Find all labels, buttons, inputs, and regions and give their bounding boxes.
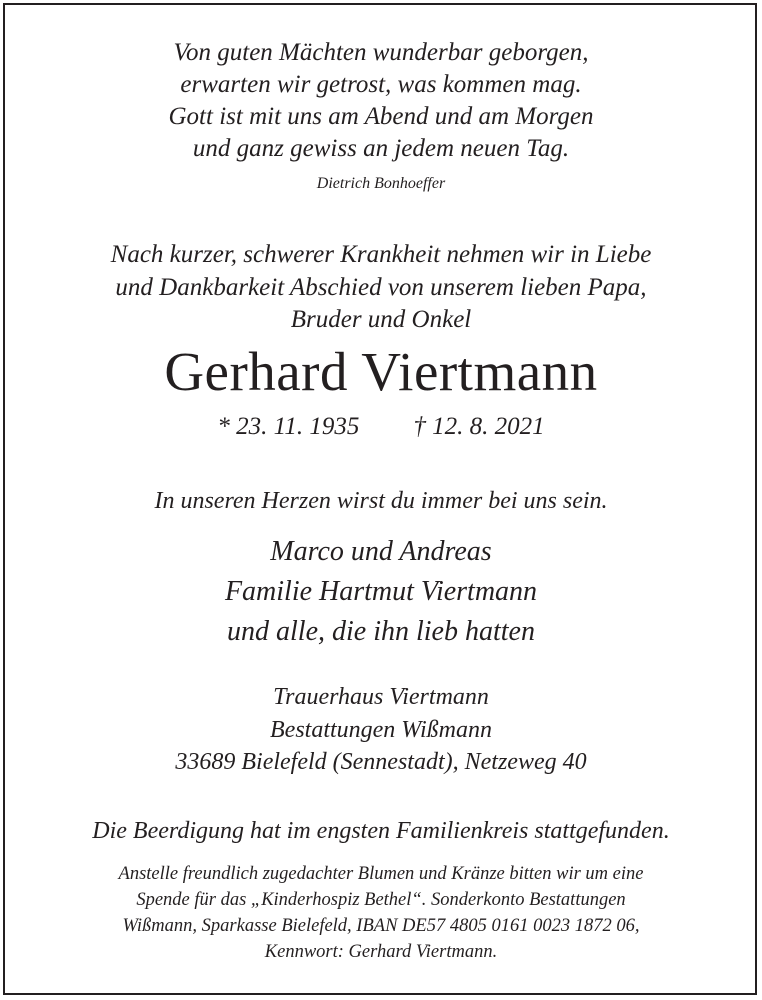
birth-date: * 23. 11. 1935 [217, 413, 360, 440]
donation-line-4: Kennwort: Gerhard Viertmann. [264, 942, 498, 962]
funeral-home-line-3: 33689 Bielefeld (Sennestadt), Netzeweg 40 [175, 749, 587, 775]
death-date: † 12. 8. 2021 [413, 413, 545, 440]
mourner-line-2: Familie Hartmut Viertmann [224, 576, 538, 607]
funeral-home-line-2: Bestattungen Wißmann [270, 717, 492, 743]
intro-line-3: Bruder und Onkel [290, 306, 472, 333]
funeral-home-line-1: Trauerhaus Viertmann [273, 684, 489, 710]
poem-line-2: erwarten wir getrost, was kommen mag. [180, 71, 582, 98]
intro-line-1: Nach kurzer, schwerer Krankheit nehmen wir in Liebe [110, 241, 652, 268]
poem-line-4: und ganz gewiss an jedem neuen Tag. [192, 135, 570, 162]
burial-note: Die Beerdigung hat im engsten Familienkreis stattgefunden. [92, 818, 670, 844]
mourner-line-3: und alle, die ihn lieb hatten [227, 616, 535, 647]
donation-line-2: Spende für das „Kinderhospiz Bethel“. Sonderkonto Bestattungen [136, 890, 626, 910]
intro-line-2: und Dankbarkeit Abschied von unserem lieben Papa, [115, 274, 647, 301]
poem-line-3: Gott ist mit uns am Abend und am Morgen [168, 103, 594, 130]
motto: In unseren Herzen wirst du immer bei uns sein. [154, 488, 608, 514]
poem-author: Dietrich Bonhoeffer [316, 175, 446, 192]
life-dates [0, 412, 762, 442]
poem-line-1: Von guten Mächten wunderbar geborgen, [173, 39, 589, 66]
donation-line-3: Wißmann, Sparkasse Bielefeld, IBAN DE57 4805 0161 0023 1872 06, [122, 916, 640, 936]
deceased-name: Gerhard Viertmann [164, 341, 598, 402]
donation-line-1: Anstelle freundlich zugedachter Blumen und Kränze bitten wir um eine [118, 864, 644, 884]
mourner-line-1: Marco und Andreas [270, 536, 492, 567]
